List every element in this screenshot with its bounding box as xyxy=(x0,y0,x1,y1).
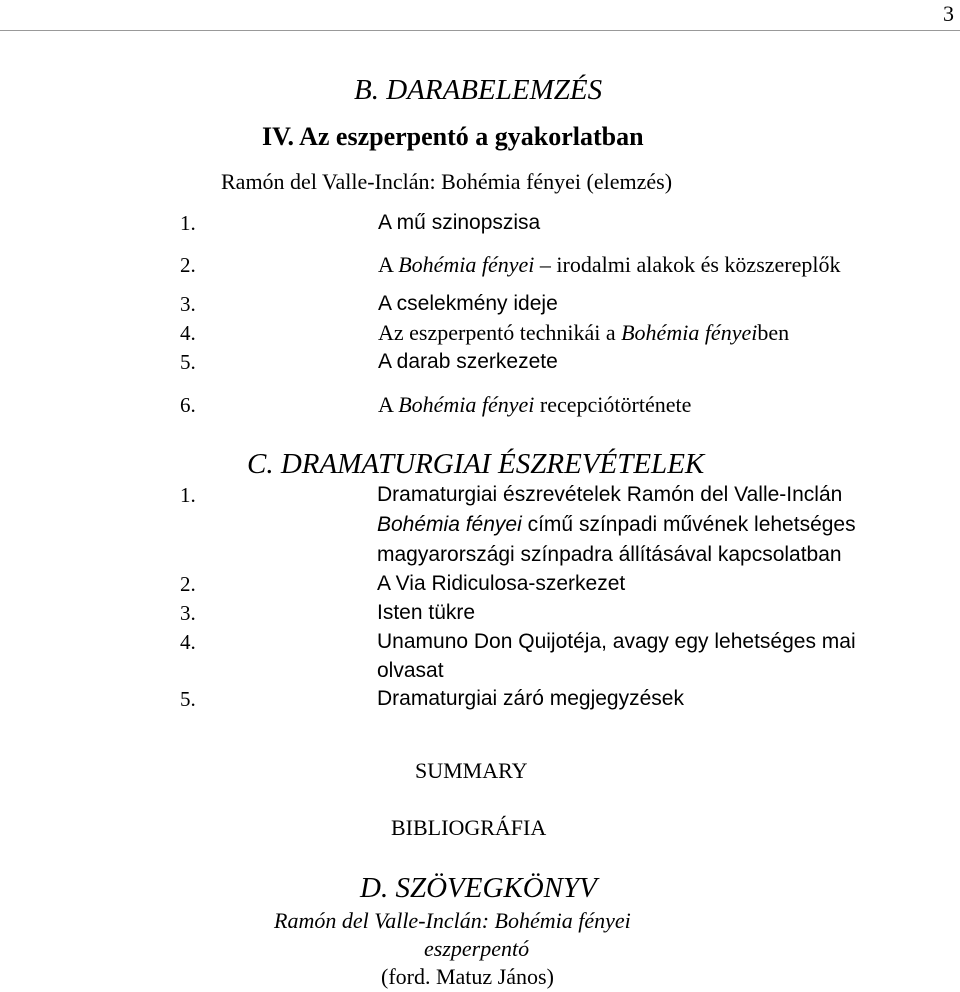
list-item-number: 1. xyxy=(180,483,196,507)
list-item-number: 1. xyxy=(180,211,196,235)
list-item-text: A Bohémia fényei recepciótörténete xyxy=(378,392,692,417)
list-item-number: 3. xyxy=(180,601,196,625)
section-b-heading: B. DARABELEMZÉS xyxy=(354,74,603,106)
list-item-text: A darab szerkezete xyxy=(378,350,558,373)
list-item-text: A mű szinopszisa xyxy=(378,211,541,234)
list-item-text: Bohémia fényei című színpadi művének lehetséges xyxy=(377,513,856,536)
list-item-text: A cselekmény ideje xyxy=(378,292,558,315)
list-item-text: Isten tükre xyxy=(377,601,476,624)
list-item-text: olvasat xyxy=(377,659,444,682)
list-item-text: A Bohémia fényei – irodalmi alakok és közszereplők xyxy=(378,252,841,277)
script-title: Ramón del Valle-Inclán: Bohémia fényei xyxy=(274,908,631,933)
list-item-number: 5. xyxy=(180,687,196,711)
list-item-text: A Via Ridiculosa-szerkezet xyxy=(377,572,626,595)
list-item-number: 2. xyxy=(180,253,196,277)
section-c-heading: C. DRAMATURGIAI ÉSZREVÉTELEK xyxy=(247,448,705,480)
list-item-text: magyarországi színpadra állításával kapcsolatban xyxy=(377,543,842,566)
list-item-text: Unamuno Don Quijotéja, avagy egy lehetséges mai xyxy=(377,630,856,653)
list-item-number: 4. xyxy=(180,630,196,654)
list-item-text: Dramaturgiai észrevételek Ramón del Valle-Inclán xyxy=(377,483,843,506)
list-item-number: 4. xyxy=(180,321,196,345)
bibliography-heading: BIBLIOGRÁFIA xyxy=(391,815,547,840)
list-item-text: Dramaturgiai záró megjegyzések xyxy=(377,687,684,710)
chapter-heading: IV. Az eszperpentó a gyakorlatban xyxy=(262,122,644,151)
list-item-text: Az eszperpentó technikái a Bohémia fényeiben xyxy=(378,320,790,345)
list-item-number: 3. xyxy=(180,292,196,316)
page-number: 3 xyxy=(943,1,954,26)
script-genre: eszperpentó xyxy=(424,936,530,961)
list-item-number: 6. xyxy=(180,393,196,417)
section-d-heading: D. SZÖVEGKÖNYV xyxy=(360,872,597,904)
summary-heading: SUMMARY xyxy=(415,758,528,783)
header-rule xyxy=(0,30,960,31)
chapter-subtitle: Ramón del Valle-Inclán: Bohémia fényei (elemzés) xyxy=(221,169,673,194)
translator-note: (ford. Matuz János) xyxy=(381,964,554,989)
list-item-number: 5. xyxy=(180,350,196,374)
list-item-number: 2. xyxy=(180,572,196,596)
